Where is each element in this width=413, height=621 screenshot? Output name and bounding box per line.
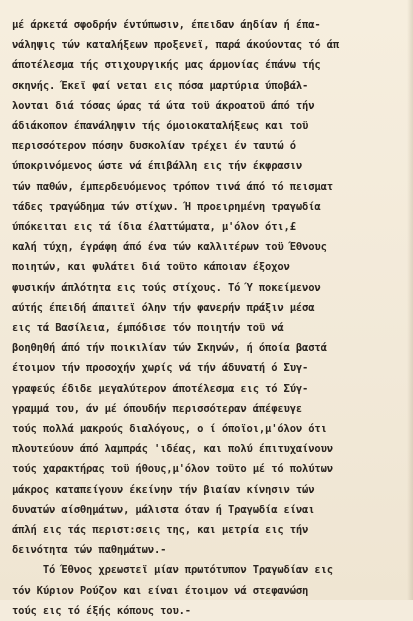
text-line: πλουτεύουν άπό λαμπράς 'ιδέας, και πολύ έπιτυχαίνουν [12, 443, 333, 456]
text-line: φυσικήν άπλότητα εις τούς στίχους. Τό Ύ ποκείμενον [12, 281, 321, 294]
text-line: εις τά Βασίλεια, έμπόδισε τόν ποιητήν τοϋ νά [12, 322, 284, 335]
text-line: μέ άρκετά σφοδρήν έντύπωσιν, έπειδαν άηδίαν ή έπα- [12, 19, 321, 31]
text-line: άποτέλεσμα τής στιχουργικής μας άρμονίας έπάνω τής [12, 59, 321, 72]
text-line: τάδες τραγώδημα τών στίχων. Ή προειρημένη τραγωδία [12, 200, 321, 213]
text-line: τούς χαρακτήρας τοϋ ήθους,μ'όλον τοϋτο μέ τό πολύτων [12, 463, 333, 476]
text-line: άπλή εις τάς περιστ:σεις της, και μετρία εις τήν [12, 524, 309, 537]
text-line: τόν Κύριον Ρούζον και είναι έτοιμον νά στεφανώση [12, 584, 309, 597]
text-line: τών παθών, έμπερδευόμενος τρόπον τινά άπό τό πεισματ [12, 180, 333, 193]
text-line: ύπόκειται εις τά ίδια έλαττώματα, μ'όλον ότι,£ [12, 221, 296, 234]
text-line: έτοιμον τήν προσοχήν χωρίς νά τήν άδυνατή ό Συγ- [12, 362, 309, 375]
text-line: βοηθηθή άπό τήν ποικιλίαν τών Σκηνών, ή όποία βαστά [12, 342, 327, 355]
text-line: δεινότητα τών παθημάτων.- [12, 544, 167, 557]
text-line: καλή τύχη, έγράφη άπό ένα τών καλλιτέρων τοϋ Έθνους [12, 241, 327, 254]
typewritten-text-body [12, 15, 408, 621]
text-line: γραφεύς έδιδε μεγαλύτερον άποτέλεσμα εις τό Σύγ- [12, 382, 309, 395]
text-line: περισσότερον πόσην δυσκολίαν τρέχει έν ταυτώ ό [12, 140, 296, 153]
text-line: ποιητών, και φυλάτει διά τοϋτο κάποιαν έξοχον [12, 261, 290, 274]
text-line: σκηνής. Έκεϊ φαί νεται εις πόσα μαρτύρια ύποβάλ- [12, 79, 309, 92]
text-line: τούς εις τό έξής κόπους του.- [12, 604, 191, 617]
text-line: δυνατών αίσθημάτων, μάλιστα όταν ή Τραγωδία είναι [12, 503, 315, 516]
text-line: άδιάκοπον έπανάληψιν τής όμοιοκαταλήξεως και τοϋ [12, 120, 309, 133]
text-line: Τό Έθνος χρεωστεϊ μίαν πρωτότυπον Τραγωδίαν εις [12, 564, 333, 577]
text-line: ύποκρινόμενος ώστε νά έπιβάλλη εις τήν έκφρασιν [12, 160, 303, 173]
text-line: τούς πολλά μακρούς διαλόγους, ο ί όποϊοι,μ'όλον ότι [12, 423, 327, 436]
text-line: νάληψις τών καταλήξεων προξενεϊ, παρά άκούοντας τό άπ [12, 39, 340, 52]
text-line: γραμμά του, άν μέ όπουδήν περισσότεραν άπέφευγε [12, 402, 303, 415]
text-line: μάκρος καταπείγουν έκείνην τήν βιαίαν κίνησιν τών [12, 483, 315, 496]
text-line: λονται διά τόσας ώρας τά ώτα τοϋ άκροατοϋ άπό τήν [12, 99, 315, 112]
text-line: αύτής έπειδή άπαιτεϊ όλην τήν φανερήν πράξιν μέσα [12, 301, 315, 314]
